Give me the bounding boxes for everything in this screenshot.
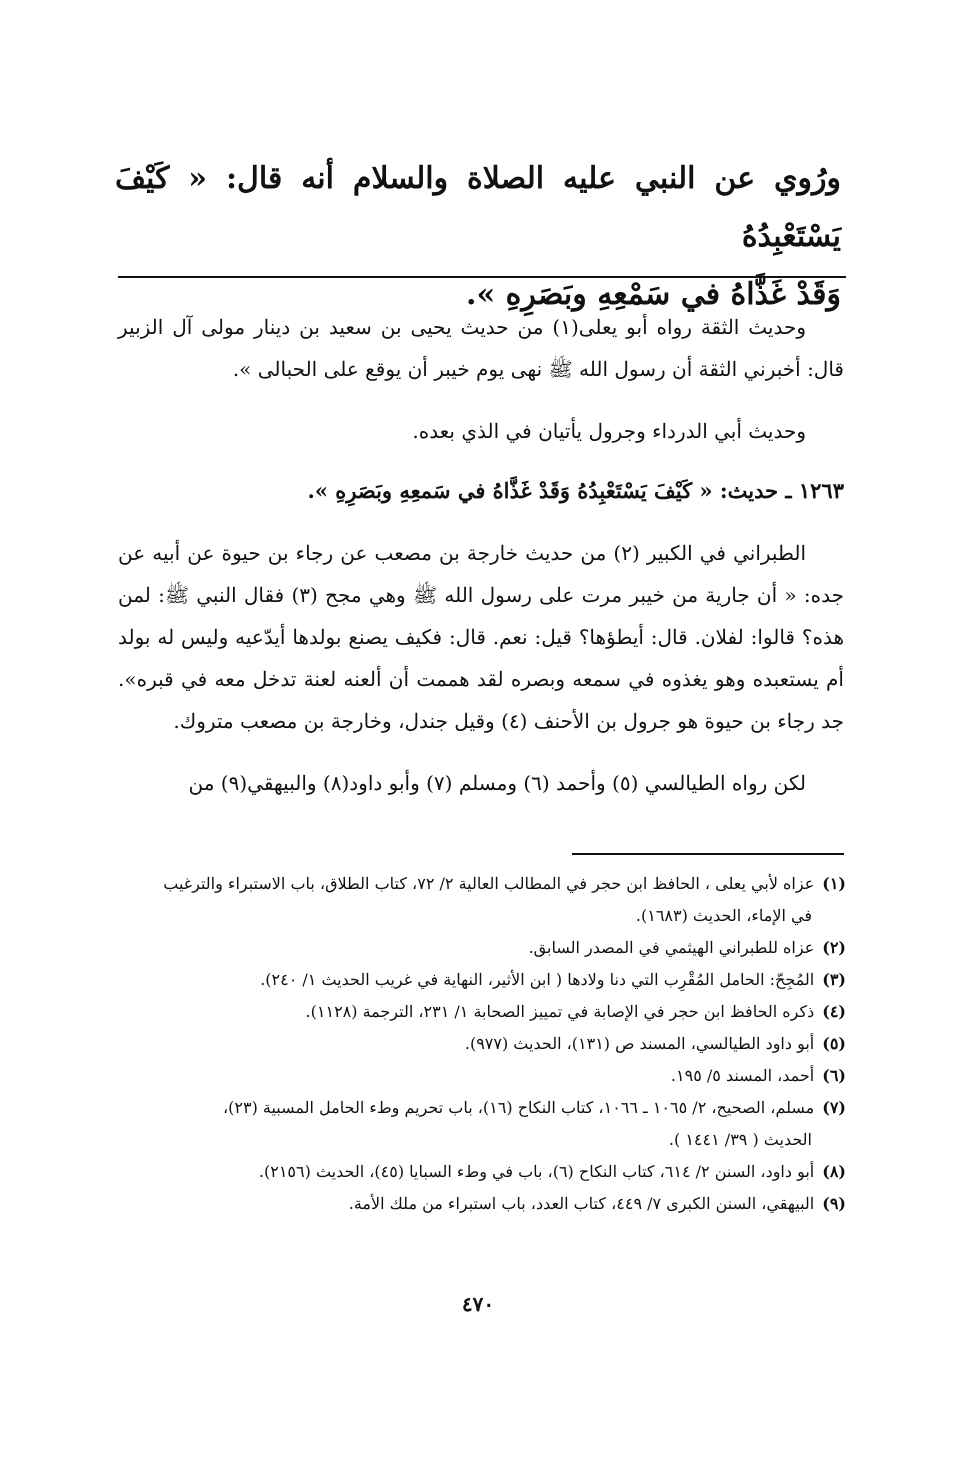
footnote-divider xyxy=(572,853,844,855)
paragraph-tayalisi: لكن رواه الطيالسي (٥) وأحمد (٦) ومسلم (٧) وأبو داود(٨) والبيهقي(٩) من xyxy=(188,771,806,795)
footnote-text: المُجِحّ: الحامل المُقْرِب التي دنا ولادها ( ابن الأثير، النهاية في غريب الحديث ١/ ٢٤٠). xyxy=(260,970,815,989)
page-number: ٤٧٠ xyxy=(461,1292,495,1316)
footnote-continuation: في الإماء، الحديث (١٦٨٣). xyxy=(635,906,812,925)
footnote-number: (٥) xyxy=(822,1034,846,1053)
footnote-number: (٨) xyxy=(822,1162,846,1181)
paragraph-abu-yala: وحديث الثقة رواه أبو يعلى(١) من حديث يحيى بن سعيد بن دينار مولى آل الزبير قال: أخبرني الثقة أن رسول الله ﷺ نهى يوم خيبر أن يوقع على الحبالى ». xyxy=(118,315,844,381)
footnote-number: (١) xyxy=(822,874,846,893)
footnote-text: أبو داود، السنن ٢/ ٦١٤، كتاب النكاح (٦)، باب في وطء السبايا (٤٥)، الحديث (٢١٥٦). xyxy=(258,1162,815,1181)
footnote-continuation: الحديث ( ٣٩/ ١٤٤١ ). xyxy=(668,1130,812,1149)
footnote-7 xyxy=(120,1092,846,1156)
hadith-heading: ١٢٦٣ ـ حديث: « كَيْفَ يَسْتَعْبِدُهُ وَقَدْ غَذَّاهُ في سَمعِهِ وبَصَرِهِ ». xyxy=(307,478,844,503)
footnote-text: أبو داود الطيالسي، المسند ص (١٣١)، الحديث (٩٧٧). xyxy=(464,1034,815,1053)
footnote-number: (٩) xyxy=(822,1194,846,1213)
footnote-5 xyxy=(120,1028,846,1060)
footnote-4 xyxy=(120,996,846,1028)
footnote-text: عزاه للطبراني الهيثمي في المصدر السابق. xyxy=(528,938,815,957)
body-text xyxy=(118,306,844,804)
paragraph-tabarani: الطبراني في الكبير (٢) من حديث خارجة بن مصعب عن رجاء بن حيوة عن أبيه عن جده: « أن جارية من خيبر مرت على رسول الله ﷺ وهي مجح (٣) فقال النبي ﷺ: لمن هذه؟ قالوا: لفلان. قال: أيطؤها؟ قيل: نعم. قال: فكيف يصنع بولدها أيدّعيه وليس له بولد أم يستعبده وهو يغذوه في سمعه وبصره لقد هممت أن ألعنه لعنة تدخل معه في قبره». جد رجاء بن حيوة هو جرول بن الأحنف (٤) وقيل جندل، وخارجة بن مصعب متروك. xyxy=(118,541,844,733)
footnote-text: عزاه لأبي يعلى ، الحافظ ابن حجر في المطالب العالية ٢/ ٧٢، كتاب الطلاق، باب الاستبراء والترغيب xyxy=(163,874,815,893)
footnote-3 xyxy=(120,964,846,996)
intro-quote xyxy=(115,150,841,324)
footnote-text: أحمد، المسند ٥/ ١٩٥. xyxy=(670,1066,815,1085)
footnote-1 xyxy=(120,868,846,932)
intro-quote-line-2: وَقَدْ غَذَّاهُ في سَمْعِهِ وبَصَرِهِ ». xyxy=(466,277,841,312)
intro-quote-line-1: ورُوي عن النبي عليه الصلاة والسلام أنه قال: « كَيْفَ يَسْتَعْبِدُهُ xyxy=(115,161,841,254)
footnote-number: (٣) xyxy=(822,970,846,989)
top-divider xyxy=(118,276,846,278)
footnote-text: البيهقي، السنن الكبرى ٧/ ٤٤٩، كتاب العدد، باب استبراء من ملك الأمة. xyxy=(348,1194,815,1213)
footnote-2 xyxy=(120,932,846,964)
footnote-text: مسلم، الصحيح، ٢/ ١٠٦٥ ـ ١٠٦٦، كتاب النكاح (١٦)، باب تحريم وطء الحامل المسبية (٢٣)، xyxy=(222,1098,815,1117)
footnote-number: (٧) xyxy=(822,1098,846,1117)
footnote-9 xyxy=(120,1188,846,1220)
footnote-8 xyxy=(120,1156,846,1188)
footnote-6 xyxy=(120,1060,846,1092)
paragraph-abu-darda: وحديث أبي الدرداء وجرول يأتيان في الذي بعده. xyxy=(412,419,806,443)
footnote-number: (٢) xyxy=(822,938,846,957)
footnote-text: ذكره الحافظ ابن حجر في الإصابة في تمييز الصحابة ١/ ٢٣١، الترجمة (١١٢٨). xyxy=(305,1002,815,1021)
footnotes xyxy=(120,868,846,1220)
footnote-number: (٤) xyxy=(822,1002,846,1021)
footnote-number: (٦) xyxy=(822,1066,846,1085)
